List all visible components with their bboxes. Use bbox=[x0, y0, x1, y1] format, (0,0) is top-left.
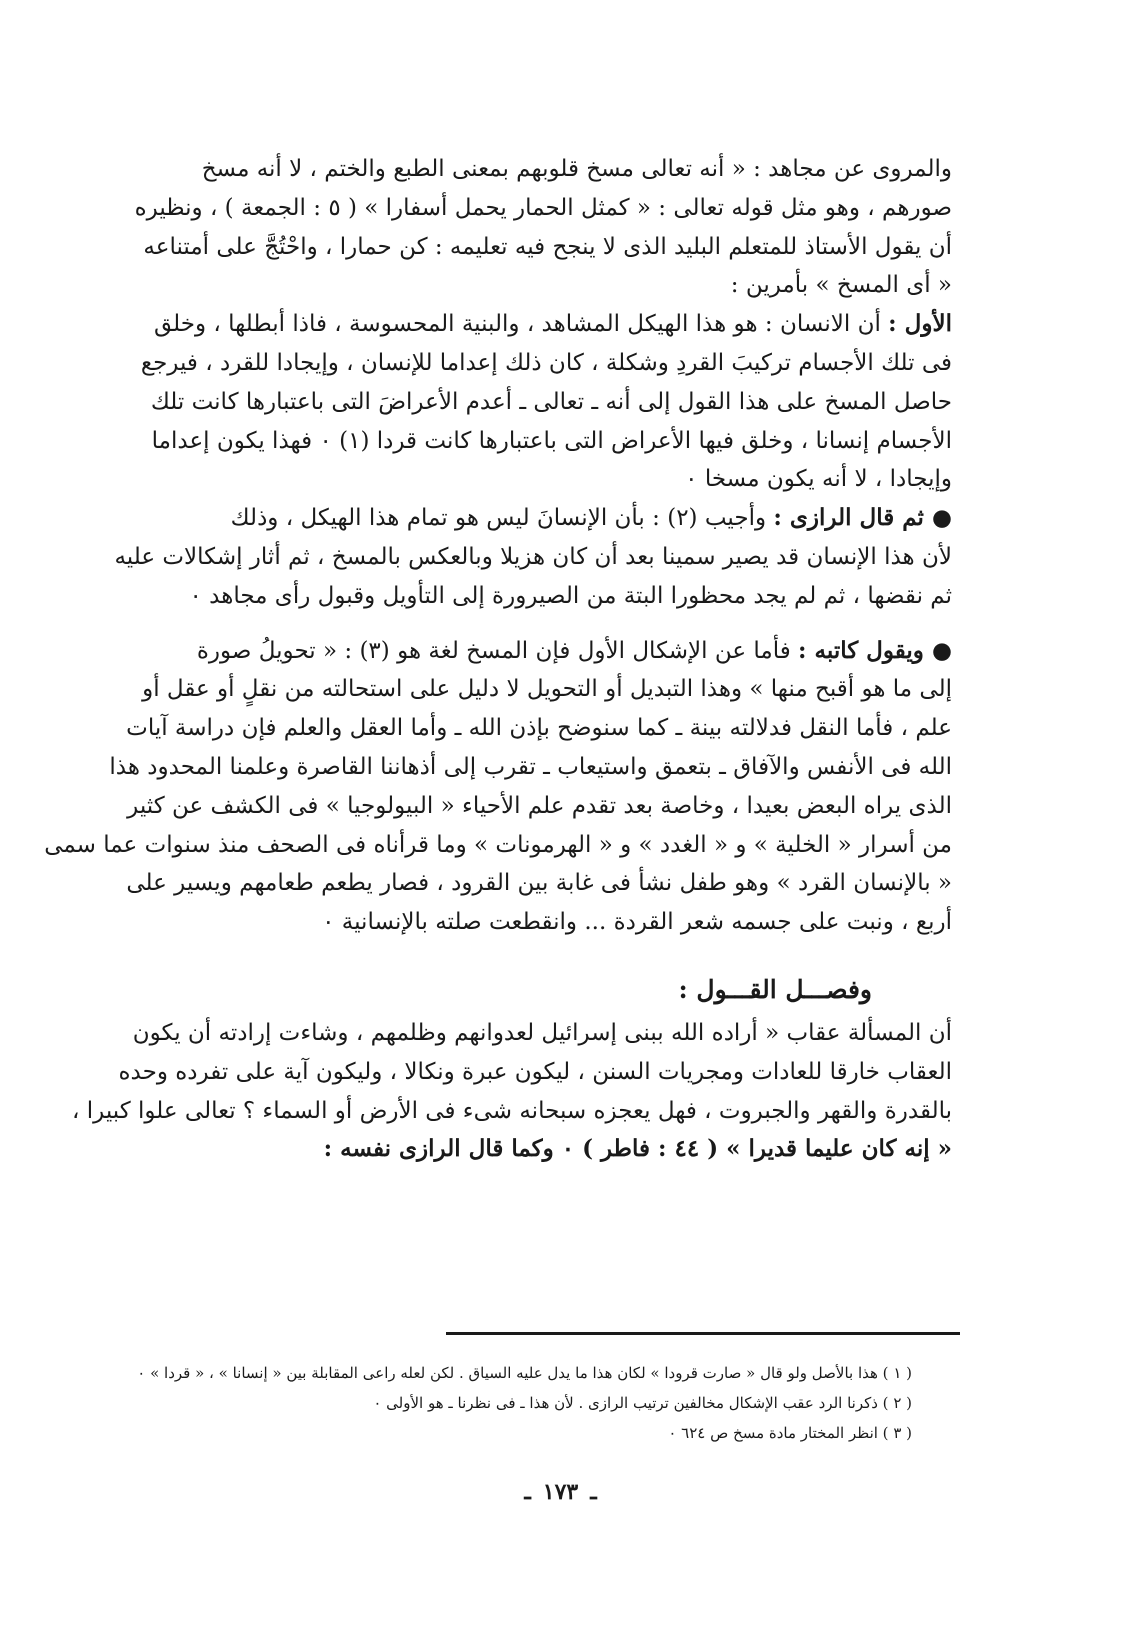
paragraph-first bbox=[100, 305, 952, 499]
text-line: فى تلك الأجسام تركيبَ القردِ وشكلة ، كان ذلك إعداما للإنسان ، وإيجادا للقرد ، فيرجع bbox=[140, 349, 952, 376]
paragraph-razi bbox=[100, 499, 952, 615]
section-heading: وفصـــل القـــول : bbox=[678, 974, 872, 1004]
text-line: « إنه كان عليما قديرا » ( ٤٤ : فاطر ) ٠ وكما قال الرازى نفسه : bbox=[323, 1135, 952, 1163]
text-line: علم ، فأما النقل فدلالته بينة ـ كما سنوضح بإذن الله ـ وأما العقل والعلم فإن دراسة آيات bbox=[126, 715, 952, 742]
page-number-dash: ـ bbox=[590, 1479, 597, 1505]
text-run: فأما عن الإشكال الأول فإن المسخ لغة هو (٣) : « تحويلُ صورة bbox=[196, 637, 791, 664]
text-line: صورهم ، وهو مثل قوله تعالى : « كمثل الحمار يحمل أسفارا » ( ٥ : الجمعة ) ، ونظيره bbox=[134, 194, 952, 221]
text-line: من أسرار « الخلية » و « الغدد » و « الهرمونات » وما قرأناه فى الصحف منذ سنوات عما سمى bbox=[44, 831, 952, 858]
text-line: الله فى الأنفس والآفاق ـ بتعمق واستيعاب ـ تقرب إلى أذهاننا القاصرة وعلمنا المحدود هذا bbox=[109, 753, 952, 780]
lead-term: الأول : bbox=[888, 310, 952, 338]
text-line: حاصل المسخ على هذا القول إلى أنه ـ تعالى ـ أعدم الأعراضَ التى باعتبارها كانت تلك bbox=[150, 388, 952, 415]
footnotes bbox=[137, 1358, 912, 1448]
text-line: وإيجادا ، لا أنه يكون مسخا ٠ bbox=[685, 466, 952, 493]
text-line: لأن هذا الإنسان قد يصير سمينا بعد أن كان هزيلا وبالعكس بالمسخ ، ثم أثار إشكالات عليه bbox=[114, 543, 952, 570]
lead-term: ● ويقول كاتبه : bbox=[798, 636, 952, 664]
text-line: أربع ، ونبت على جسمه شعر القردة ... وانقطعت صلته بالإنسانية ٠ bbox=[322, 909, 952, 936]
text-line: ثم نقضها ، ثم لم يجد محظورا البتة من الصيرورة إلى التأويل وقبول رأى مجاهد ٠ bbox=[189, 582, 952, 609]
text-run: أن الانسان : هو هذا الهيكل المشاهد ، والبنية المحسوسة ، فاذا أبطلها ، وخلق bbox=[153, 311, 881, 338]
footnote-3: ( ٣ ) انظر المختار مادة مسخ ص ٦٢٤ ٠ bbox=[668, 1424, 912, 1442]
footnote-1: ( ١ ) هذا بالأصل ولو قال « صارت قرودا » لكان هذا ما يدل عليه السياق . لكن لعله راعى المقابلة بين « إنسانا » ، « قردا » ٠ bbox=[137, 1364, 912, 1382]
text-line: العقاب خارقا للعادات ومجريات السنن ، ليكون عبرة ونكالا ، وليكون آية على تفرده وحده bbox=[118, 1058, 952, 1085]
text-line bbox=[100, 632, 952, 671]
text-line: بالقدرة والقهر والجبروت ، فهل يعجزه سبحانه شىء فى الأرض أو السماء ؟ تعالى علوا كبيرا ، bbox=[72, 1097, 952, 1124]
page-number-value: ١٧٣ bbox=[542, 1479, 579, 1505]
text-line: الأجسام إنسانا ، وخلق فيها الأعراض التى باعتبارها كانت قردا (١) ٠ فهذا يكون إعداما bbox=[151, 427, 952, 454]
page-body bbox=[44, 150, 952, 1169]
paragraph-conclusion bbox=[72, 1014, 952, 1169]
lead-term: ● ثم قال الرازى : bbox=[773, 504, 952, 532]
text-line: أن يقول الأستاذ للمتعلم البليد الذى لا ينجح فيه تعليمه : كن حمارا ، واحْتُجَّ على أمتناعه bbox=[143, 233, 952, 260]
paragraph-mujahid bbox=[100, 150, 952, 305]
paragraph-author bbox=[44, 632, 952, 942]
text-line: « أى المسخ » بأمرين : bbox=[730, 272, 952, 299]
text-run: وأجيب (٢) : بأن الإنسانَ ليس هو تمام هذا الهيكل ، وذلك bbox=[230, 505, 767, 532]
text-line: إلى ما هو أقبح منها » وهذا التبديل أو التحويل لا دليل على استحالته من نقلٍ أو عقل أو bbox=[142, 676, 952, 703]
text-line bbox=[100, 499, 952, 538]
page-number bbox=[0, 1479, 1121, 1505]
page-number-dash: ـ bbox=[524, 1479, 531, 1505]
text-line: « بالإنسان القرد » وهو طفل نشأ فى غابة بين القرود ، فصار يطعم طعامهم ويسير على bbox=[126, 870, 952, 897]
footnote-2: ( ٢ ) ذكرنا الرد عقب الإشكال مخالفين ترتيب الرازى . لأن هذا ـ فى نظرنا ـ هو الأولى ٠ bbox=[373, 1394, 912, 1412]
text-line bbox=[100, 305, 952, 344]
spacer bbox=[100, 616, 952, 632]
text-line: والمروى عن مجاهد : « أنه تعالى مسخ قلوبهم بمعنى الطبع والختم ، لا أنه مسخ bbox=[201, 156, 952, 182]
text-line: أن المسألة عقاب « أراده الله ببنى إسرائيل لعدوانهم وظلمهم ، وشاءت إرادته أن يكون bbox=[132, 1019, 952, 1046]
footnote-divider bbox=[446, 1332, 960, 1335]
text-line: الذى يراه البعض بعيدا ، وخاصة بعد تقدم علم الأحياء « البيولوجيا » فى الكشف عن كثير bbox=[127, 792, 952, 819]
